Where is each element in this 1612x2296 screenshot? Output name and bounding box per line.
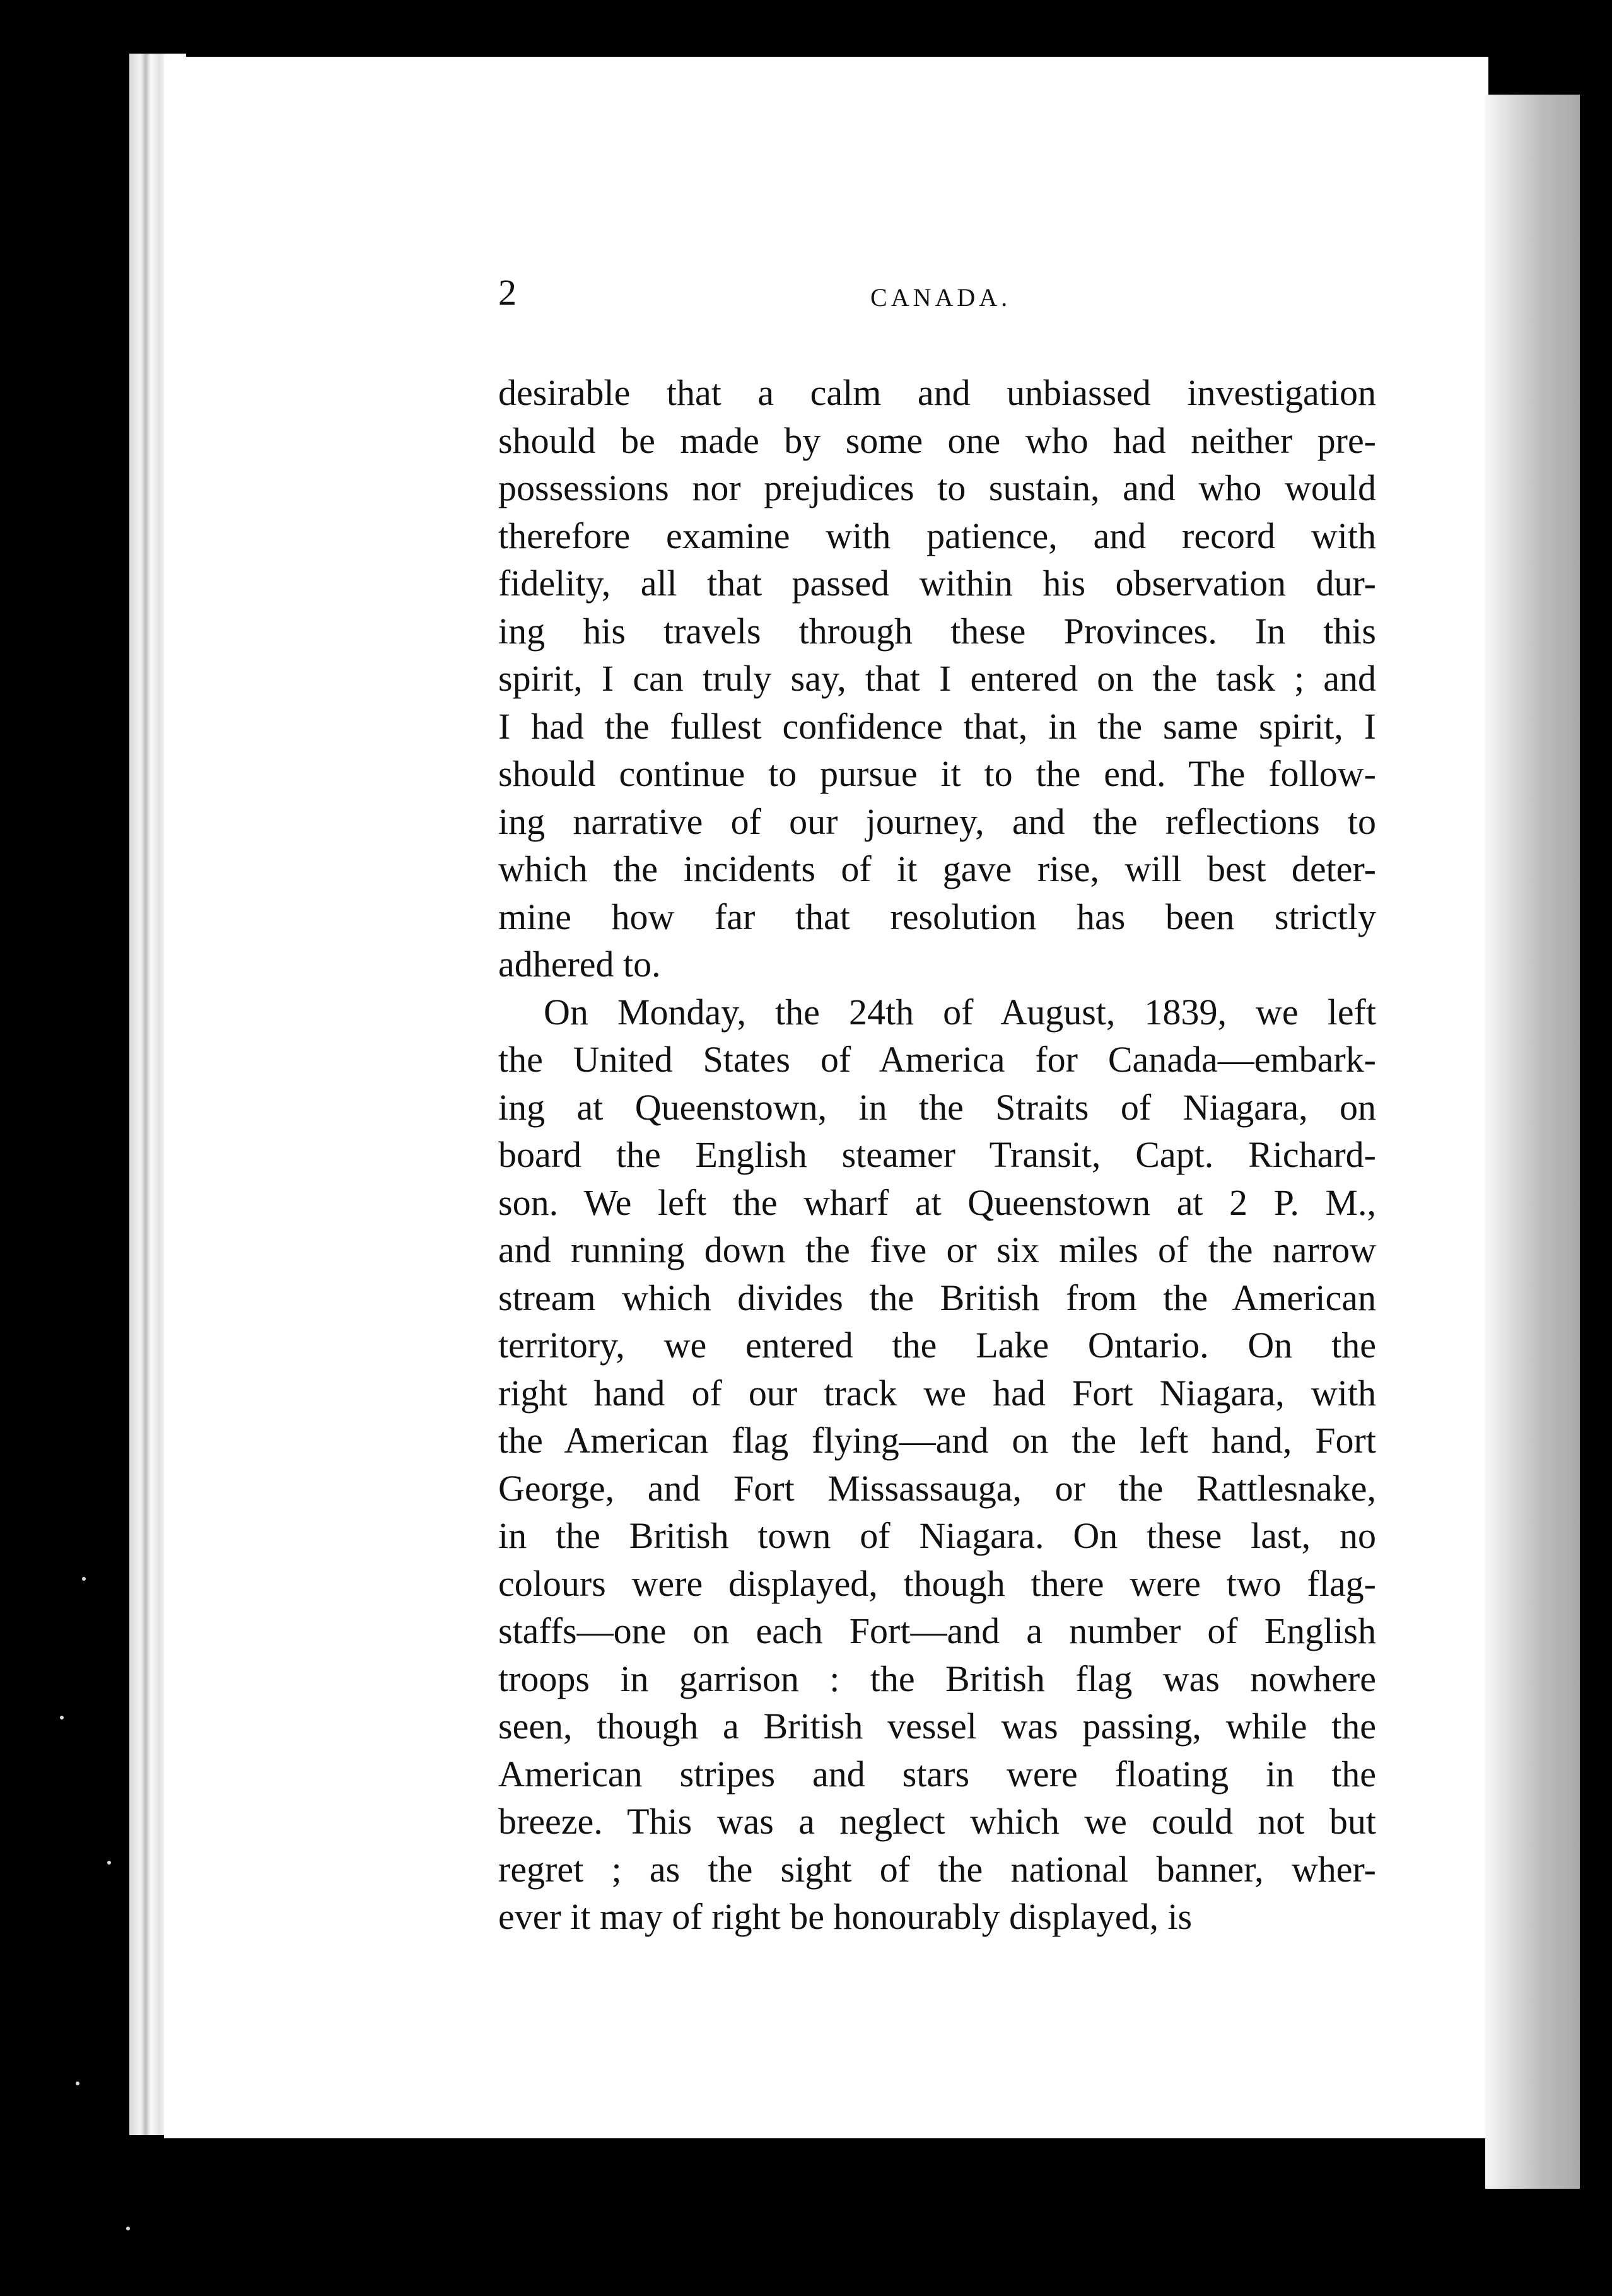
running-head-title: CANADA. — [870, 283, 1012, 312]
paragraph — [498, 988, 1376, 1941]
text-line: George, and Fort Missassauga, or the Rattlesnake, — [498, 1467, 1376, 1509]
text-line: right hand of our track we had Fort Niagara, with — [498, 1372, 1376, 1414]
text-line: territory, we entered the Lake Ontario. On the — [498, 1325, 1376, 1366]
text-line: colours were displayed, though there were two flag- — [498, 1562, 1376, 1604]
text-line: troops in garrison : the British flag was nowhere — [498, 1658, 1376, 1699]
facing-page-letter: s — [1592, 1518, 1606, 1557]
text-line: should be made by some one who had neither pre- — [498, 419, 1376, 461]
text-line: seen, though a British vessel was passing, while the — [498, 1706, 1376, 1747]
text-line: ever it may of right be honourably displayed, is — [498, 1896, 1193, 1937]
text-line: staffs—one on each Fort—and a number of English — [498, 1610, 1376, 1651]
facing-page-letter: ' — [1592, 1565, 1599, 1604]
text-line: board the English steamer Transit, Capt. Richard- — [498, 1134, 1376, 1175]
facing-page-letter: 1 — [1592, 1660, 1610, 1699]
text-line: spirit, I can truly say, that I entered on the task ; and — [498, 658, 1376, 699]
text-line: the United States of America for Canada—embark- — [498, 1039, 1376, 1080]
text-line: breeze. This was a neglect which we could not but — [498, 1801, 1376, 1842]
text-line: I had the fullest confidence that, in the same spirit, I — [498, 705, 1376, 747]
text-line: ing narrative of our journey, and the reflections to — [498, 800, 1376, 842]
text-line: fidelity, all that passed within his observation dur- — [498, 563, 1376, 604]
text-line: which the incidents of it gave rise, will best deter- — [498, 848, 1376, 889]
binding-gutter-shadow — [1485, 95, 1580, 2189]
page-number: 2 — [498, 272, 517, 313]
text-line: American stripes and stars were floating in the — [498, 1753, 1376, 1795]
facing-page-fragments — [1592, 1514, 1612, 1955]
text-line: in the British town of Niagara. On these last, no — [498, 1515, 1376, 1556]
text-line: ing his travels through these Provinces. In this — [498, 610, 1376, 652]
text-line: son. We left the wharf at Queenstown at 2 P. M., — [498, 1181, 1376, 1223]
text-line: therefore examine with patience, and record with — [498, 515, 1376, 556]
facing-page-letter: c — [1592, 1754, 1608, 1793]
facing-page-letter: S — [1592, 1707, 1612, 1746]
text-line: ing at Queenstown, in the Straits of Niagara, on — [498, 1086, 1376, 1128]
text-line: adhered to. — [498, 944, 661, 985]
text-line: should continue to pursue it to the end. The follow- — [498, 753, 1376, 794]
body-text — [498, 369, 1376, 1941]
text-line: the American flag flying—and on the left hand, Fort — [498, 1420, 1376, 1461]
text-line: mine how far that resolution has been strictly — [498, 896, 1376, 937]
text-line: regret ; as the sight of the national banner, wher- — [498, 1848, 1376, 1890]
text-line: On Monday, the 24th of August, 1839, we left — [544, 991, 1376, 1033]
text-line: desirable that a calm and unbiassed investigation — [498, 372, 1376, 413]
text-line: stream which divides the British from the American — [498, 1277, 1376, 1318]
paragraph — [498, 369, 1376, 988]
facing-page-letter: v — [1592, 1801, 1610, 1841]
text-line: possessions nor prejudices to sustain, and who would — [498, 467, 1376, 508]
facing-page-letter: t — [1592, 1612, 1603, 1651]
text-line: and running down the five or six miles of the narrow — [498, 1229, 1376, 1270]
